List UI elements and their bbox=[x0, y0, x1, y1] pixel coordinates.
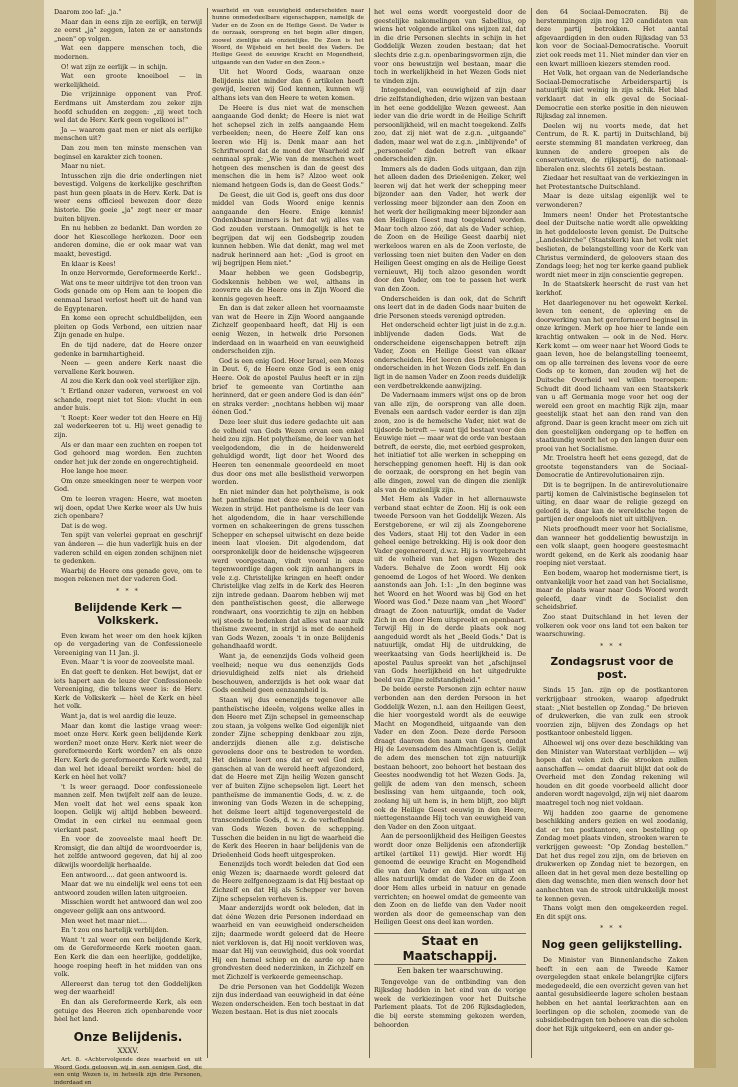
column-4 bbox=[536, 8, 688, 1058]
paragraph: Om onze smeekingen neer te werpen voor God. bbox=[54, 476, 202, 494]
paragraph: En 't zou ons hartelijk verblijden. bbox=[61, 926, 169, 935]
paragraph: En kome een oprecht schuldbelijden, een pleiten op Gods Verbond, een uitzien naar Zijn genade en hulpe. bbox=[54, 314, 202, 340]
paragraph: Uit het Woord Gods, waaraan onze Belijdenis niet minder dan 6 artikelen heeft gewijd, leeren wij God kennen, kunnen wij althans iets van den Heere te weten komen. bbox=[212, 68, 364, 103]
paragraph: Die vrijzinnige opponent van Prof. Eerdmans uit Amsterdam zou zeker zijn hoofd schudden en zeggen: „zij weet toch wel dat de Herv. Kerk geen vogelkooi is!" bbox=[54, 90, 202, 125]
column-rule bbox=[207, 8, 208, 1058]
article-subheading: Een baken ter waarschuwing. bbox=[397, 966, 503, 975]
paragraph: Even. Maar 't is voor de zooveelste maal. bbox=[61, 658, 195, 667]
paragraph: Zoo staat Duitschland in het leven der volkeren ook voor ons land tot een baken ter waarschuwing. bbox=[536, 612, 688, 639]
section-heading-zondagsrust: Zondagsrust voor de post. bbox=[550, 656, 674, 682]
paragraph: Daarom zoo laf: „ja." bbox=[54, 8, 122, 16]
paragraph: Het Volk, het orgaan van de Nederlandsche Sociaal-Democratische Arbeiderspartij is natuurlijk niet weinig in zijn schik. Het blad verklaart dat in elk geval de Sociaal-Democratie een sterke positie in den nieuwen Rijksdag zal innemen. bbox=[536, 69, 688, 121]
paragraph: Met Hem als Vader in het allernauwste verband staat echter de Zoon. Hij is ook een tweede Persoon van het Goddelijk Wezen. Als Eerstgeborene, er wil zij als Zoongeborene des Vaders, staat Hij tot den Vader in een geheel eenige betrekking. Hij is ook door den Vader gegenereerd, d.w.z. Hij is voortgebracht uit de volheid van het eigen Wezen des Vaders. Behalve de Zoon wordt Hij ook genoemd de Logos of het Woord. We denken aanstonds aan Joh. 1:1: „In den beginne was het Woord en het Woord was bij God en het Woord was God." Deze naam van „het Woord" draagt de Zoon natuurlijk, omdat de Vader Zich in en door Hem uitspreekt en openbaart. Terwijl Hij in de derde plaats ook nog aangeduid wordt als het „Beeld Gods." Dat is natuurlijk, omdat Hij de uitdrukking, de weerkaatsing van Gods heerlijkheid is. De apostel Paulus spreekt van het „afschijnsel van Gods heerlijkheid en het uitgedrukte beeld van Zijne zelfstandigheid." bbox=[374, 495, 526, 684]
paragraph: Immers als de daden Gods uitgaan, dan zijn het alleen daden des Drieëenigen. Zeker, wel leeren wij dat het werk der schepping meer bijzonder aan den Vader, het werk der verlossing meer bijzonder aan den Zoon en het werk der heiligmaking meer bijzonder aan den Heiligen Geest mag toegekend worden. Maar toch alzoo zóó, dat als de Vader schiep, de Zoon en de Heilige Geest daarbij niet werkeloos waren en als de Zoon verloste, de verlossing toen niet buiten den Vader en den Heiligen Geest omging en als de Heilige Geest vernieuwt, Hij toch alzoo gesonden wordt door den Vader, om toe te passen het werk van den Zoon. bbox=[374, 164, 526, 293]
paragraph: Waarbij de Heere ons genade geve, om te mogen rekenen met der vaderen God. bbox=[54, 566, 202, 584]
paragraph: Maar nu niet. bbox=[61, 162, 106, 171]
paragraph: Maar hebben we geen Godsbegrip, Godskennis hebben we wel, althans in zooverre als de Heere ons in Zijn Woord die kennis gegeven heeft. bbox=[212, 268, 364, 303]
column-2-text bbox=[212, 8, 364, 1017]
paragraph: Sinds 15 Jan. zijn op de postkantoren verkrijgbaar strooken, waarop afgedrukt staat: „Niet bestellen op Zondag." De brieven of drukwerken, die van zulk een strook voorzien zijn, blijven des Zondags op het postkantoor onbesteld liggen. bbox=[536, 686, 688, 738]
paragraph: Misschien wordt het antwoord dan wel zoo ongeveer gelijk aan ons antwoord. bbox=[54, 898, 202, 915]
section-heading-gelijkstelling: Nog geen gelijkstelling. bbox=[541, 938, 683, 951]
column-3-text bbox=[374, 8, 526, 927]
paragraph: En niet minder dan het polytheïsme, is ook het pantheïsme met deze eenheid van Gods Wezen in strijd. Het pantheïsme is de leer van het algodendom, die in haar verschillende vormen en schakeeringen de grens tusschen Schepper en schepsel uitwischt en deze beide ineen laat vloeien. Dit algodendom, dat oorspronkelijk door de heidensche wijsgeeren werd voorgestaan, vindt vooral in onze tegenwoordige dagen ook zijn aanhangers in vele z.g. Christelijke kringen en heeft onder Christelijke vlag zelfs in de Kerk des Heeren zijn intrede gedaan. Daarom hebben wij met den pantheïstischen geest, die allerwege rondwaart, ons voorzichtig te zijn en hebben wij steeds te bedenken dat alles wat naar zulk theïsme zweemt, in strijd is met de eenheid van Gods Wezen, zooals 't in onze Belijdenis gehandhaafd wordt. bbox=[212, 487, 364, 651]
paragraph: Wat een dappere menschen toch, die modernen. bbox=[54, 44, 202, 61]
paragraph: Wat ons te meer uitdrijve tot den troon van Gods genade om op Hem aan te loopen die eenmaal Israel verlost heeft uit de hand van de Egyptenaren. bbox=[54, 278, 202, 313]
column-2 bbox=[212, 8, 364, 1058]
paragraph: Hoe lange hoe meer. bbox=[61, 467, 128, 476]
paragraph: Ziedaar het resultaat van de verkiezingen in het Protestantsche Duitschland. bbox=[536, 174, 688, 191]
paragraph: Maar anderzijds wordt ook beleden, dat in dat ééne Wezen drie Personen inderdaad en waarheid en van eeuwigheid onderscheiden zijn; daarmede wordt geleerd dat de Heere niet verkloven is, dat Hij nooit verkloven was, maar dat Hij van eeuwigheid, dus ook voordat Hij een hemel schiep en de aarde op hare grondvesten deed nederzinken, in Zichzelf en met Zichzelf is verkeerde gemeenschap. bbox=[212, 904, 364, 981]
column-1 bbox=[54, 8, 202, 1086]
paragraph: O! wat zijn ze eerlijk — in schijn. bbox=[61, 62, 168, 71]
section-separator: * * * bbox=[600, 924, 624, 933]
paragraph: Ja — waarom gaat men er niet als eerlijke menschen uit? bbox=[54, 125, 202, 143]
section-separator: * * * bbox=[116, 587, 140, 595]
paragraph: Wat een groote knoeiboel — in werkelijkheid. bbox=[54, 72, 202, 89]
column-4-text bbox=[536, 8, 688, 639]
paragraph: En de tijd nadere, dat de Heere onzer gedenke in barmhartigheid. bbox=[54, 340, 202, 358]
paragraph: Niets proefhoudt meer voor het Socialisme, dan wanneer het goddelientig bewustzijn in een volk slaapt, geen hoogere geestesmacht wordt gekend, en de Kerk als zoodanig haar roeping niet verstaat. bbox=[536, 525, 688, 568]
paragraph: Om te leeren vragen: Heere, wat moeten wij doen, opdat Uwe Kerke weer als Uw huis zich openbare? bbox=[54, 495, 202, 521]
paragraph: waarheid en van eeuwigheid onderscheiden naar hunne onmededeelbare eigenschappen, namelijk de Vader en de Zoon en de Heilige Geest. De Vader is de oorzaak, oorsprong en het begin aller dingen, zoowel zienlijke als onzienlijke. De Zoon is het Woord, de Wijsheid en het beeld des Vaders. De Heilige Geest de eeuwige Kracht en Mogendheid, uitgaande van den Vader en den Zoon.» bbox=[212, 8, 364, 66]
paragraph: De Vadernaam immers wijst ons op de bron van alle zijn, de oorsprong van alle doen. Evenals een aardsch vader eerder is dan zijn zoon, zoo is de hemelsche Vader, niet wat de tijdsorde betreft — want tijd bestaat voor den Eeuwige niet — maar wat de orde van bestaan betreft, de eerste, die, met eerbied gesproken, het initiatief tot alle werken in schepping en herschepping genomen heeft. Hij is dan ook de oorzaak, de oorsprong en het begin van alle dingen, zowel van de dingen die zienlijk als van de onzienlijk zijn. bbox=[374, 391, 526, 494]
paragraph: Een antwoord.... dat geen antwoord is. bbox=[61, 870, 188, 879]
paragraph: het wel eens wordt voorgesteld door de geestelijke nakomelingen van Sabellius, op wiens het volgende artikel ons wijzen zal, dat in die drie Personen slechts in schijn in het Goddelijk Wezen zouden bestaan; dat het slechts drie z.g.n. openbaringsvormen zijn, die voor ons bewustzijn wel bestaan, maar die toch in werkelijkheid in het Wezen Gods niet te vinden zijn. bbox=[374, 8, 526, 85]
paragraph: En dan is dat zeker alleen het voornaamste van wat de Heere in Zijn Woord aangaande Zichzelf geopenbaard heeft, dat Hij is een eenig Wezen, in hetwelk drie Personen inderdaad en in waarheid en van eeuwigheid onderscheiden zijn. bbox=[212, 304, 364, 356]
paragraph: Thans volgt men den omgekeerden regel. En dit spijt ons. bbox=[536, 904, 688, 921]
paragraph: Een bodem, waarop het modernisme tiert, is ontvankelijk voor het zaad van het Socialisme, maar de plaats waar naar Gods Woord wordt geleefd, daar vindt de Socialist den scheidsbrief. bbox=[536, 569, 688, 612]
paragraph: Als er dan maar een zuchten en roepen tot God gehoord mag worden. Een zuchten onder het juk der zonde en ongerechtigheid. bbox=[54, 440, 202, 466]
paragraph: De beide eerste Personen zijn echter nauw verbonden aan den derden Persoon in het Goddelijk Wezen, n.l. aan den Heiligen Geest, die hier voorgesteld wordt als de eeuwige Macht en Mogendheid, uitgaande van den Vader en den Zoon. Deze derde Persoon draagt daarom den naam van Geest, omdat Hij de Levensadem des Almachtigen is. Gelijk de adem des menschen tot zijn natuurlijk bestaan behoort, zoo behoort het bestaan des Geestes noodwendig tot het Wezen Gods. Ja, gelijk de adem van den mensch, scheen beslissing van hem uitgaande, toch ook, zoolang hij uit hem is, in hem blijft, zoo blijft ook de Heilige Geest eeuwig in den Heere, niettegenstaande Hij toch van eeuwigheid van den Vader en den Zoon uitgaat. bbox=[374, 685, 526, 831]
paragraph: In onze Hervormde, Gereformeerde Kerk!.. bbox=[61, 269, 202, 278]
paragraph: God is een enig God. Hoor Israel, een Mozes in Deut. 6, de Heere onze God is een enig Heere. Ook de apostel Paulus heeft er in zijn brief te gemeente van Cortinthe aan herinnerd, dat er geen andere God is dan één" en straks verder: „nochtans hebben wij maar éénen God." bbox=[212, 356, 364, 417]
paragraph: De Geest, die uit God is, geeft ons dus door middel van Gods Woord enige kennis aangaande den Heere. Enige kennis! Ondenkbaar immers is het dat wij alles van God zouden verstaan. Onmogelijk is het te begrijpen dat wij een Godsbegrip zouden kunnen hebben. Wie dat denkt, mag wel met nadruk herinnerd aan het: „God is groot en wij begrijpen Hem niet." bbox=[212, 190, 364, 268]
paragraph: den 64 Sociaal-Democraten. Bij de herstemmingen zijn nog 120 candidaten van deze partij betrokken. Het aantal afgevaardigden in den ouden Rijksdag van 53 kon voor de Sociaal-Democratische. Vooruit ziet ook reeds met 11. Niet minder dan vier en een kwart millioen kiezers stemden rood. bbox=[536, 8, 688, 68]
article-number: XXXV. bbox=[117, 1046, 139, 1055]
column-rule bbox=[369, 8, 370, 1058]
paragraph: Staan wij dus eenenzijds tegenover alle pantheïstische ideeën, volgens welke alles in den Heere met Zijn schepsel in gemeenschap zou staan, ja volgens welke God eigenlijk niet zonder Zijne schepping denkbaar zou zijn, anderzijds dienen alle z.g. deïstische gevoelens door ons te bestreden te worden. Het deïsme leert ons dat er wel God zich ganschen al van de wereld heeft afgezonderd, dat de Heere met Zijn heilig Wezen ganscht ver af buiten Zijne schepselen ligt. Leert het pantheïsme de immanentie Gods, d. w. z. de inwoning van Gods Wezen in de schepping, het deïsme leert altijd tegenovergesteld de transcendentie Gods, d. w. z. de verheffenheid van Gods Wezen boven de schepping. Tusschen die beiden in nu ligt de waarheid die de Kerk des Heeren in haar belijdenis van de Drieëenheid Gods heeft uitgesproken. bbox=[212, 696, 364, 859]
paragraph: Want ja, de eenenzijds Gods volheid geen veelheid; neque wu dus eenenzijds Gods drievuldigheid zelfs niet als drieheid beschouwen, anderzijds is het ook waar dat Gods eenheid geen eenzaamheid is. bbox=[212, 652, 364, 695]
paragraph: Het daarlegenover nu het ogewekt Kerkel. leven ten eenent, de opleving en de doorwerking van het gereformeerd beginsel in onze kringen. Merk op hoe hier te lande een krachtig ontwaken — ook in de Ned. Herv. Kerk komt — om weer naar het Woord Gods te gaan leven, hoe de belangstelling toeneemt, om op alle terreinen des levens voor de eere Gods op te komen, dan zouden wij het de Duitsche Overheid wel willen toeroepen: Schudt dit dood lichaam van een Staatskerk van u af! Germania moge voor het oog der wereld een groot en machtig Rijk zijn, maar geestelijk staat het aan den rand van den afgrond. Daar is geen kracht meer om zich uit den geestelijken ondergang op te heffen en staatkundig wordt het op den langen duur een prooi van het Socialisme. bbox=[536, 298, 688, 453]
paragraph: De drie Personen van het Goddelijk Wezen zijn dus inderdaad van eeuwigheid in dat ééne Wezen onderscheiden. Een toch bestaat in dat Wezen bestaan. Het is dus niet zoocals bbox=[212, 982, 364, 1017]
paragraph: 't Roept: Keer weder tot den Heere en Hij zal wederkeeren tot u. Hij weet genadig te zijn. bbox=[54, 413, 202, 439]
paragraph: Het onderscheid echter ligt juist in de z.g.n. inblijvende daden Gods. Wat de onderscheidene eigenschappen betreft zijn Vader, Zoon en Heilige Geest van elkaar onderscheiden. Het leeren des Drieëenigen is onderscheiden in het Wezen Gods zelf. En dan ligt in de namen Vader en Zoon reeds duidelijk een verdbetrekkende aanwijzing. bbox=[374, 321, 526, 390]
section-heading-onze-belijdenis: Onze Belijdenis. bbox=[73, 1029, 183, 1044]
section-heading-staat-en-maatschappij: Staat en Maatschappij. bbox=[374, 933, 526, 965]
paragraph: In de Staatskerk heerscht de rust van het kerkhof. bbox=[536, 280, 688, 297]
paragraph: De Heere is dus niet wat de menschen aangaande God denkt; de Heere is niet wat het schepsel zich in zelfs aangaande Hem verbeelden; neen, de Heere Zelf kan ons leeren wie Hij is. Denk maar aan het Schriftwoord dat de mond der Waarheid zelf eenmaal sprak: „Wie van de menschen weet hetgeen des menschen is dan de geest des menschen die in hem is? Alzoo weet ook niemand hetgeen Gods is, dan de Geest Gods." bbox=[212, 103, 364, 189]
paragraph: Tengevolge van de ontbinding van den Rijksdag hadden in het eind van de vorige week de verkiezingen voor het Duitsche Parlement plaats. Tot de 206 Rijksdagleden, die bij eerste stemming gekozen werden, behoorden bbox=[374, 977, 526, 1029]
paragraph: Intusschen zijn die drie onderlingen niet bevestigd. Volgens de kerkelijke geschriften past hun geen plaats in de Herv. Kerk. Dat is weer eens officieel bewezen door deze historie. Die goeie „ja" zegt neer er maar buiten blijven. bbox=[54, 171, 202, 223]
staat-article-text bbox=[374, 978, 526, 1030]
paragraph: En dat geeft te denken. Het bewijst, dat er iets hapert aan de leuze der Confessioneele Vereeniging, die telkens weer is: de Herv. Kerk de Volkskerk — hèel de Kerk en hèel het volk. bbox=[54, 667, 202, 711]
paragraph: Even kwam het weer om den hoek kijken op de vergadering van de Confessioneele Vereeniging van 11 Jan. jl. bbox=[54, 631, 202, 657]
paragraph: Immers neen! Onder het Protestantsche deel der Duitsche natie wordt alle opwekking in het goddelooste leven gemist. De Duitsche „Landeskirche" (Staatskerk) kan het volk niet beslieten, de belangstelling voor de Kerk van Christus verminderd, de geloovers staan des Zondags leeg; het nog ter kerke gaand publiek wordt niet meer in zijn conscientie gegrepen. bbox=[536, 210, 688, 279]
paragraph: En klaar is Kees! bbox=[61, 259, 116, 268]
paragraph: 't Ertland onzer vaderen, verwoest en vol schande, roept niet tot Sion: vlucht in een ander huis. bbox=[54, 386, 202, 413]
paragraph: Want 't zal weer om een belijdende Kerk, om de Gereformeerde Kerk moeten gaan. Een Kerk die dan een heerlijke, goddelijke, hooge roeping heeft in het midden van ons volk. bbox=[54, 935, 202, 979]
paragraph: 't Is weer geraagd. Door confessioneele mannen zelf. Men twijfelt zelf aan de leuze. Men voelt dat het wel eens spaak kon loopen. Gelijk wij altijd hebben beweerd. Omdat in een cirkel nu eenmaal geen vierkant past. bbox=[54, 782, 202, 834]
paragraph: Eenenzijds toch wordt beleden dat God een enig Wezen is; daarnaede wordt geleerd dat de Heere zelfgenoegzaam is dat Hij bestaat op Zichzelf en dat Hij als Schepper ver boven Zijne schepselen verheven is. bbox=[212, 860, 364, 903]
paragraph: Wij hadden zoo gaarne de genomene beschikking anders gezien en wel zoodanig, dat er ten postkantore, een bestelling op Zondag moet plaats vinden, strooken waren te verkrijgen geweest: "Op Zondag bestellen." Dat het dus regel zou zijn, om de brieven en drukwerken op Zondag niet te bezorgen, en alleen dat in het geval men deze bestelling op dien dag wenschte, men dien wensch door het aanhechten van de strook uitdrukkelijk moest te kennen geven. bbox=[536, 808, 688, 903]
column-3 bbox=[374, 8, 526, 1058]
page-binding-margin bbox=[0, 0, 44, 1068]
section-separator: * * * bbox=[600, 641, 624, 650]
zondagsrust-article bbox=[536, 686, 688, 921]
paragraph: Aan de persoonlijkheid des Heiligen Geestes wordt door onze Belijdenis een afzonderlijk artikel (artikel 11) gewijd. Hier wordt Hij genoemd de eeuwige Kracht en Mogendheid die van den Vader en den Zoon uitgaat en alles natuurlijk omdat de Vader en de Zoon door Hem alles urbeid in natuur en genade verrichten; en hoewel omdat de gemeente van den Zoon en de liefde van den Vader nooit worden als door de gemeenschap van den Heiligen Geest ons deel kan worden. bbox=[374, 832, 526, 927]
paragraph: Integendeel, van eeuwigheid af zijn daar drie zelfstandigheden, drie wijzen van bestaan in het eene goddelijke Wezen geweest. Aan ieder van die drie wordt in de Heilige Schrift persoonlijkheid, wil en macht toegekend. Zelfs zoo, dat zij niet wat de z.g.n. „uitgaande" daden, maar wel wat de z.g.n. „inblijvende" of „personeele" daden betreft van elkaar onderscheiden zijn. bbox=[374, 86, 526, 164]
paragraph: Men weet het maar niet.... bbox=[61, 916, 148, 925]
paragraph: Deelen wij nu voorts mede, dat het Centrum, de R. K. partij in Duitschland, bij eerste stemming 81 mandaten verkreeg, dan kunnen de andere groepen als de conservatieven, de rijkspartij, de nationaal-liberalen enz. slechts 61 zetels bestaan. bbox=[536, 121, 688, 173]
newspaper-page bbox=[44, 0, 716, 1086]
paragraph: Dat is de weg. bbox=[61, 521, 108, 530]
paragraph: Onderscheiden is dan ook, dat de Schrift ons leert dat in de daden Gods naar buiten de drie Personen steeds verenigd optreden. bbox=[374, 294, 526, 320]
belijdende-kerk-article bbox=[54, 632, 202, 1024]
paragraph: En nu hebben ze bedankt. Dan worden ze door het Kiescollege herkozen. Door een anderen domine, die er ook maar wat van maakt, bevestigd. bbox=[54, 224, 202, 259]
paragraph: En voor de zooveelste maal heeft Dr. Kromsigt, die dan altijd de woordvoerder is, het zelfde antwoord gegeven, dat hij al zoo dikwijls woordelijk herhaalde. bbox=[54, 835, 202, 870]
gelijkstelling-article bbox=[536, 956, 688, 1033]
paragraph: Ten spijt van velerlei gepraat en geschrijf van ânderen — die hun vaderlijk huis en der vaderen schild en eigen zonden schijnen niet te gedenken. bbox=[54, 531, 202, 566]
paragraph: Al zou die Kerk dan ook veel sterlijker zijn. bbox=[61, 377, 201, 386]
column-1-text bbox=[54, 8, 202, 584]
paragraph: Want ja, dat is wel aardig die leuze. bbox=[61, 711, 177, 720]
paragraph: Maar dan in eens zijn ze eerlijk, en terwijl ze eerst „ja" zeggen, laten ze er aanstonds „neen" op volgen. bbox=[54, 17, 202, 43]
confession-quote: Art. 8. «Achtervolgende deze waarheid en uit Woord Gods gelooven wij in een eenigen God, die een enig Wezen is, in hetwelk zijn drie Personen, inderdaad en bbox=[54, 1057, 202, 1086]
paragraph: En dan als Gereformeerde Kerk, als een getuige des Heeren zich openbarende voor hèel het land. bbox=[54, 997, 202, 1024]
paragraph: Dit is te begrijpen. In de antirevolutionaire partij komen de Calvinistische beginselen tot uiting, en daar waar de religie gezegd en geloofd is, daar kan de wereldsche tegen de partijen der ongeloofs niet uit uitblijven. bbox=[536, 481, 688, 524]
page-edge bbox=[694, 0, 716, 1068]
paragraph: Maar dan komt die lastige vraag weer: moet onze Herv. Kerk geen belijdende Kerk worden? moet onze Herv. Kerk niet weer de gereformeerde Kerk worden? en als onze Herv. Kerk de gereformeerde Kerk wordt, zal dan wel het ideaal bereikt worden: hèel de Kerk en hèel het volk? bbox=[54, 721, 202, 782]
paragraph: Deze leer sluit dus iedere gedachte uit aan de volheid van Gods Wezen ervan een enkel heid zou zijn. Het polytheïsme, de leer van het veelgodendom, die in de heidenwereld gehuldigd wordt, ligt door het Woord des Heeren ten eenenmale geoordeeld en moet dus door ons met alle beslistheid verworpen worden. bbox=[212, 418, 364, 487]
paragraph: Alhoewel wij ons over deze beschikking van den Minister van Waterstaat verblijden — wij hopen dat velen zich die strooken zullen aanschaffen — omdat daaruit blijkt dat ook de Overheid met den Zondag rekening wil houden en dit goede voorbeeld allicht door anderen wordt nagevolgd, zijn wij niet daarom maatregel toch nog niet voldaan. bbox=[536, 738, 688, 808]
paragraph: Maar is deze uitslag eigenlijk wel te verwonderen? bbox=[536, 192, 688, 210]
paragraph: Mr. Troelstra heeft het eens gezegd, dat de grootste tegenstanders van de Sociaal-Democratie de Antirevolutionairen zijn. bbox=[536, 454, 688, 480]
paragraph: Neen — geen andere Kerk naast die vervallene Kerk bouwen. bbox=[54, 359, 202, 376]
column-rule bbox=[531, 8, 532, 1058]
paragraph: Maar dat we nu eindelijk wel eens tot een antwoord zouden willen laten uitgroeien. bbox=[54, 880, 202, 897]
section-heading-belijdende-kerk: Belijdende Kerk — Volkskerk. bbox=[74, 601, 182, 627]
paragraph: De Minister van Binnenlandsche Zaken heeft in een aan de Tweede Kamer overgelegden staat enkele belangrijke cijfers medegedeeld, die een overzicht geven van het aantal gesubsidieerde lagere scholen bestaan hebben en het aantal leerkrachten aan en leerlingen op die scholen, zoomede van de subsidiebedragen ten behoeve van die scholen door het Rijk uitgekeerd, een en ander ge- bbox=[536, 955, 688, 1033]
paragraph: Dan zou men ten minste menschen van beginsel en karakter zich toonen. bbox=[54, 143, 202, 161]
paragraph: Allereerst dan terug tot den Goddelijken weg der waarheid! bbox=[54, 979, 202, 997]
